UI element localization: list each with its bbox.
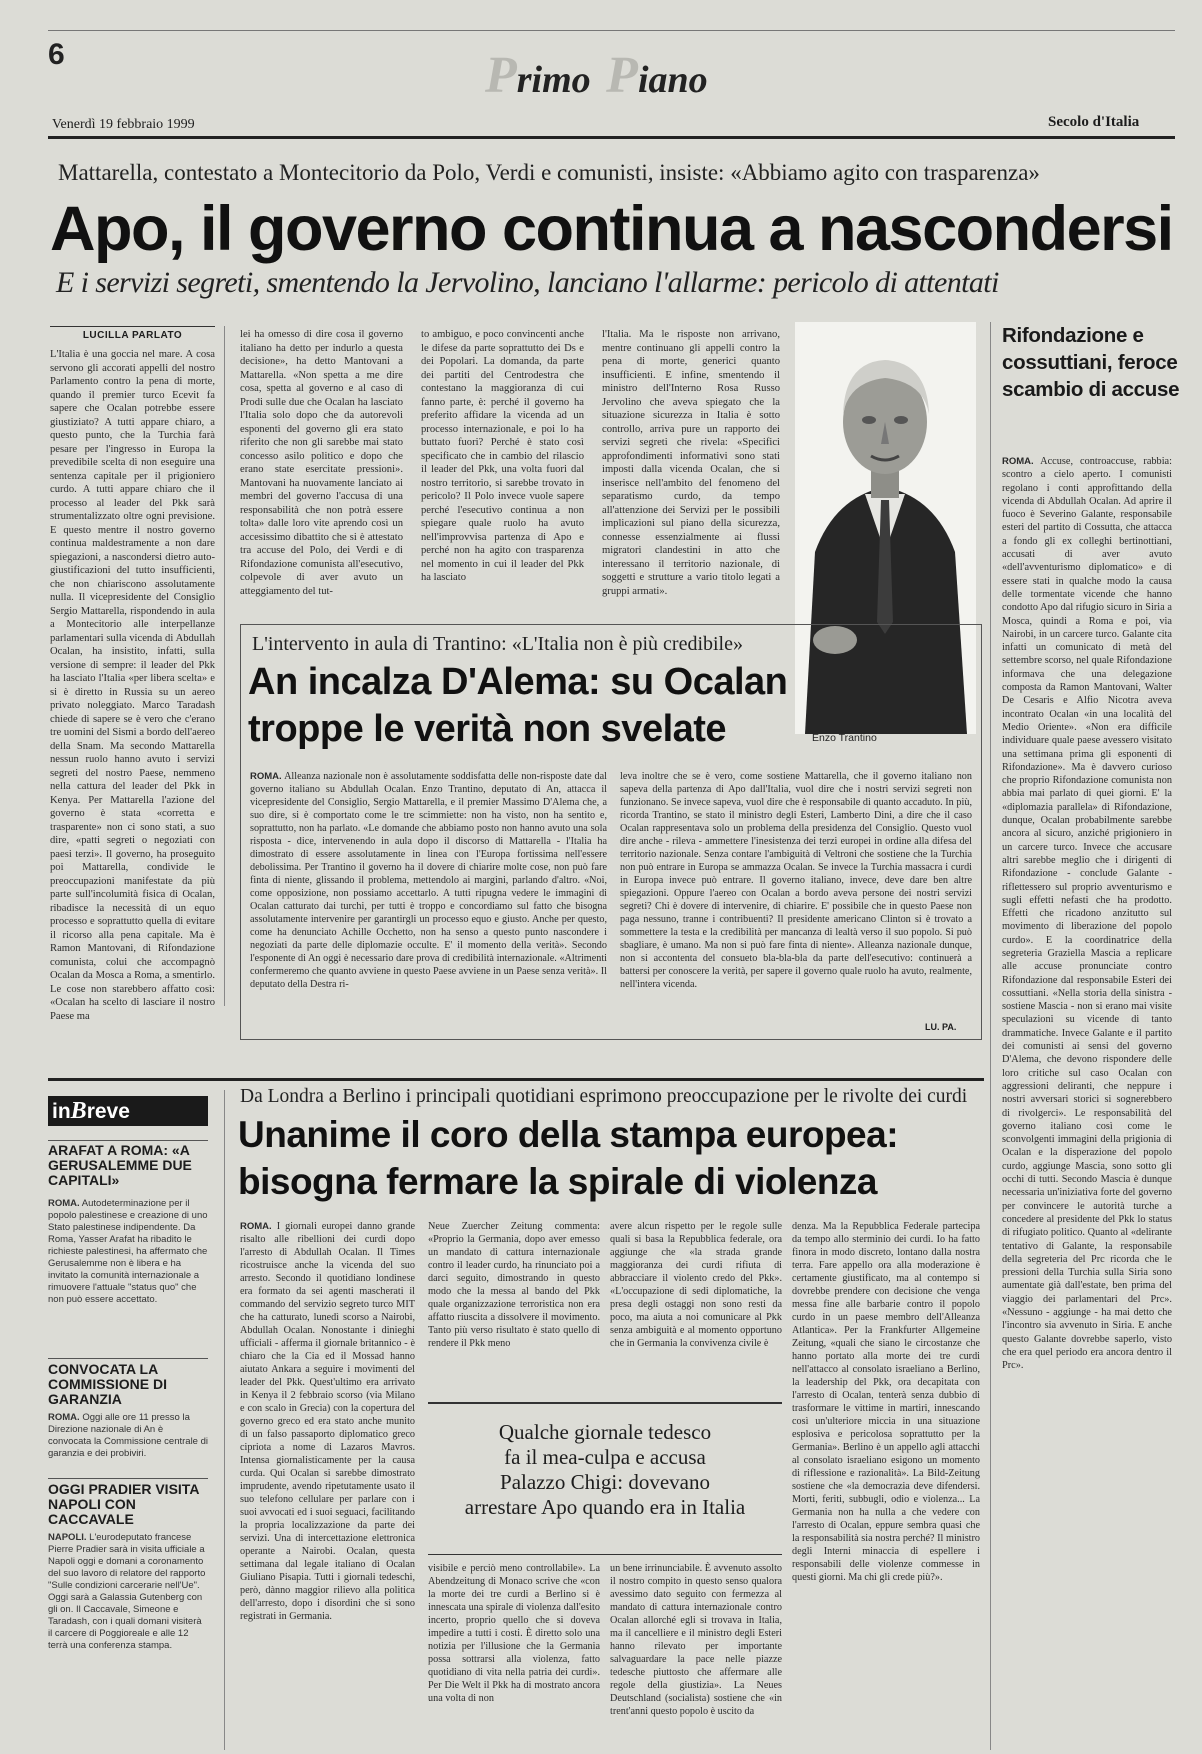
lead-kicker: Mattarella, contestato a Montecitorio da Polo, Verdi e comunisti, insiste: «Abbiamo agito con trasparenza» xyxy=(58,160,1040,185)
bottom-col1-text: I giornali europei danno grande risalto alle ribellioni dei curdi dopo l'arresto di Abdullah Ocalan. Il Times ricostruisce anche la vicenda del suo arresto. Secondo il quotidiano londinese era formato da sei agenti mascherati il commando del servizio segreto turco MIT che ha catturato, lunedì scorso a Nairobi, Abdullah Ocalan. Nonostante i dinieghi ufficiali - afferma il giornale britannico - è chiaro che la Cia ed il Mossad hanno aiutato Ankara a seguire i movimenti del leader del Pkk. Quest'ultimo era arrivato in Kenya il 2 febbraio scorso (via Milano e con scalo in Grecia) con la copertura del governo greco ed era stato anche munito di un falso passaporto diplomatico greco cipriota a nome di Lazaros Mavros. Intensa giornalisticamente per la causa curda. Qui Ocalan si sarebbe dimostrato imprudente, avendo ripetutamente usato il suo telefono cellulare per parlare con i suoi avvocati ed i suoi seguaci, facilitando la propria localizzazione da parte dei servizi. Una di intercettazione elettronica operante a Nairobi. Ocalan, questa settimana dal legale italiano di Ocalan Giuliano Pisapia. Tutti i giornali tedeschi, però, dànno maggior rilievo alla politica dell'arresto, dopo i disordini che si sono registrati in Germania. xyxy=(240,1221,415,1622)
bottom-column-2b xyxy=(428,1562,600,1750)
box-kicker: L'intervento in aula di Trantino: «L'Italia non è più credibile» xyxy=(252,633,743,655)
brief-dateline-2: ROMA. xyxy=(48,1412,80,1423)
brief-text-3 xyxy=(48,1532,208,1747)
inbreve-rest: reve xyxy=(86,1100,130,1123)
right-text: Accuse, controaccuse, rabbia: scontro a cielo aperto. I comunisti regolano i conti approfittando della vicenda di Abdullah Ocalan. Ad aprire il fuoco è Severino Galante, responsabile esteri del partito di Cossutta, che attacca a fondo gli ex colleghi bertinottiani, accusati di aver avuto «dell'avventurismo diplomatico» e di essere stati in qualche modo la causa delle tormentate vicende che hanno condotto Apo dal rifugio sicuro in Siria a Mosca, quindi a Roma e poi, via Nairobi, in un carcere turco. Galante cita infatti un comunicato di metà del settembre scorso, nel quale Rifondazione informava che una delegazione composta da Ramon Mantovani, Walter De Cesaris e Alfio Nicotra aveva incontrato Ocalan «in una località del Medio Oriente». «Non era difficile individuare quale paese avessero visitato una settimana prima gli esponenti di Rifondazione». Ma è davvero curioso che proprio Rifondazione comunista non abbia mai parlato di quei giorni. E' la «diplomazia parallela» di Rifondazione, dunque, Ocalan probabilmente sarebbe ancora al sicuro, anziché prigioniero in un carcere turco. Invece che accusare altri sarebbe meglio che i dirigenti di Rifondazione - conclude Galante - riflettessero sul proprio avventurismo e sugli effetti nefasti che ha prodotto. Effetti che ricadono anzitutto sul movimento di liberazione del popolo curdo». E la coordinatrice della segreteria Graziella Mascia a replicare alle accuse pronunciate contro Rifondazione dal responsabile Esteri dei cossuttiani. «Nella storia della sinistra - sostiene Mascia - non si erano mai visite speculazioni su vicende di tanto drammatiche. Invece Galante e il partito dei comunisti ai sensi del governo D'Alema, che devono rispondere delle loro critiche sul caso Ocalan con aggressioni deliranti, che neppure i nostri avversari storici si sognerebbero di rivolgerci». Le responsabilità del governo italiano così come le sconvolgenti immagini della prigionia di Ocalan e la disperazione del popolo curdo, aggiunge Mascia, sono sotto gli occhi di tutti. Secondo Mascia è dunque necessaria un'iniziativa forte del governo per convincere le autorità turche a concedere al presidente del Pkk lo status di rifugiato politico. Quanto al «delirante tentativo di Galante, la responsabile della segreteria del Prc ricorda che le pressioni della Turchia sulla Siria sono aumentate già dall'estate, ben prima del viaggio dei parlamentari del Prc». «Nessuno - aggiunge - ha mai detto che l'incontro sia avvenuto in Siria. E anche questo Galante dovrebbe saperlo, visto che era quel periodo era ancora dentro il Prc». xyxy=(1002,456,1172,1372)
photo-caption: Enzo Trantino xyxy=(812,732,877,744)
issue-date: Venerdì 19 febbraio 1999 xyxy=(52,117,195,132)
brief-rule-3 xyxy=(48,1478,208,1479)
section-cap-1: P xyxy=(485,47,517,104)
bottom-col2b-text: visibile e perciò meno controllabile». La Abendzeitung di Monaco scrive che «con la morte dei tre curdi a Berlino si è innescata una spirale di violenza dall'esito incerto, proprio quello che si doveva impedire a tutti i costi. È diretto solo una notizia per l'illusione che la Germania possa sottrarsi alla violenza, fatto quotidiano di vita nella patria dei curdi». Per Die Welt il Pkk ha di mostrato ancora una volta di non xyxy=(428,1563,600,1704)
inbreve-label xyxy=(48,1096,208,1126)
right-column-text xyxy=(1002,455,1172,1750)
brief-body-2: Oggi alle ore 11 presso la Direzione nazionale di An è convocata la Commissione centrale di garanzia e dei probiviri. xyxy=(48,1412,208,1459)
box-signature: LU. PA. xyxy=(925,1022,957,1032)
section-cap-2: P xyxy=(606,47,638,104)
pullquote-line-3: Palazzo Chigi: dovevano xyxy=(500,1470,710,1494)
lead-col2-text: lei ha omesso di dire cosa il governo italiano ha detto per indurlo a questa decisione», ha detto Mantovani a Mattarella. «Non spetta a me dire cosa, spetta al governo e al caso di Prodi sulle due che Ocalan ha lasciato l'Italia solo dopo che da autorevoli esponenti del governo gli era stato riferito che non gli sarebbe mai stato concesso asilo politico e dopo che erano state esercitate pressioni». Mantovani ha nuovamente lanciato ai membri del governo l'accusa di una responsabilità che non potrà essere tolta» dalle loro vite aprendo così un accesissimo dibattito che si è attestato tra accuse del Polo, dei Verdi e di Rifondazione comunista all'esecutivo, colpevole di aver avuto un atteggiamento del tut- xyxy=(240,329,403,597)
bottom-column-4 xyxy=(792,1220,980,1750)
bottom-dateline: ROMA. xyxy=(240,1221,272,1232)
box-col1-text: Alleanza nazionale non è assolutamente soddisfatta delle non-risposte date dal governo italiano su Abdullah Ocalan. Enzo Trantino, deputato di An, attacca il vicepresidente del Consiglio, Sergio Mattarella, e il premier Massimo D'Alema che, a suo dire, si è comportato come le tre scimmiette: non ha visto, non ha sentito e, soprattutto, non ha parlato. «Le domande che abbiamo posto non hanno avuto una sola risposta - dice, intervenendo in aula dopo il discorso di Mattarella - l'Italia ha dimostrato di essere assolutamente in linea con l'Europa fortissima nell'essere debolissima. Per Trantino il governo ha il dovere di chiarire molte cose, non può fare finta di niente, glissando il problema, mettendolo ai margini, parlando d'altro. «Noi, come opposizione, non possiamo accettarlo. A tutti ripugna vedere le immagini di Ocalan catturato dai turchi, per tutti è troppo e concordiamo sul fatto che bisogna assolutamente intervenire per garantirgli un processo equo e giusto. Anche per questo, come ha denunciato Achille Occhetto, non ha senso a questo punto nascondere i negoziati da parte delle diplomazie occulte. E' il momento della verità». Secondo l'esponente di An oggi è necessario dare prova di credibilità internazionale. «Altrimenti confermeremo che quanto avviene in questo Paese avviene in un Paese senza verità». Il deputato della Destra ri- xyxy=(250,771,607,990)
inbreve-cap: B xyxy=(70,1098,87,1124)
bottom-col4-text: denza. Ma la Repubblica Federale partecipa da tempo allo sterminio dei curdi. Io ha fatto finora in modo discreto, lontano dalla nostra terra. Fare appello ora alla moderazione è certamente giustificato, ma al contempo si dovrebbe prendere con decisione che venga messa fine alle barbarie contro il popolo curdo in un paese membro dell'Alleanza Atlantica». Per la Frankfurter Allgemeine Zeitung, «quali che siano le circostanze che hanno portato alla morte dei tre curdi nell'attacco al consolato israeliano a Berlino, la leadership del Pkk, ora decapitata con l'arresto di Ocalan, tenterà senza dubbio di trasformare le vittime in martiri, innescando così un'ulteriore miccia in una situazione esplosiva e pericolosa soprattutto per la Germania». Berlino è un appello agli attacchi al consolato israeliano esigono un momento di riflessione e razionalità». La Bild-Zeitung sostiene che «la democrazia deve difendersi. Morti, feriti, subbugli, odio e violenza... La Germania non ha nulla a che vedere con l'arresto di Ocalan, eppure sembra quasi che la responsabilità sia nostra perché? Il ministro degli Interni minaccia di espellere i responsabili delle violenze commesse in questi giorni. Ma chi gli crede più?». xyxy=(792,1221,980,1583)
right-headline: Rifondazione e cossuttiani, feroce scambio di accuse xyxy=(1002,324,1180,401)
lead-col3-text: to ambiguo, e poco convincenti anche le difese da parte soprattutto dei Ds e dei Popolari. La domanda, da parte dei partiti del Centrodestra che contestano la maggioranza di cui fanno parte, è: perché il governo ha preferito affidare la vicenda ad un processo internazionale, e poi lo ha buttato fuori? Perché è stato così specificato che in cambio del rilascio il leader del Pkk, una volta fuori dal nostro territorio, si sarebbe trovato in pericolo? Il Polo invece vuole sapere perché l'esecutivo continua a non spiegare quale ruolo ha avuto nell'improvvisa partenza di Apo e perché non ha agito con trasparenza nel momento in cui il leader del Pkk ha lasciato xyxy=(421,329,584,583)
bottom-column-1 xyxy=(240,1220,415,1750)
brief-rule-1 xyxy=(48,1140,208,1141)
inbreve-divider xyxy=(224,1090,225,1750)
byline-rule xyxy=(50,326,215,327)
column-divider xyxy=(224,326,225,1006)
bottom-headline-line1: Unanime il coro della stampa europea: xyxy=(238,1114,899,1155)
bottom-column-3 xyxy=(610,1220,782,1405)
right-dateline: ROMA. xyxy=(1002,456,1034,467)
lead-col4-text: l'Italia. Ma le risposte non arrivano, mentre continuano gli appelli contro la pena di morte, generici quanto insufficienti. E infine, smentendo il ministro dell'Interno Rosa Russo Jervolino che aveva spiegato che la situazione sicurezza in Italia è sotto controllo, arriva pure un rapporto dei servizi segreti che rivela: «Specifici approfondimenti informativi sono stati imposti dalla vicenda Ocalan, che si inserisce nell'ambito del fenomeno del separatismo curdo, da tempo all'attenzione dei Servizi per le possibili implicazioni sul piano della sicurezza, connesse essenzialmente ai flussi migratori clandestini in atto che interessano il territorio nazionale, di soggetti e strutture a vario titolo legati a gruppi armati». xyxy=(602,329,780,597)
bottom-kicker: Da Londra a Berlino i principali quotidiani esprimono preoccupazione per le rivolte dei curdi xyxy=(240,1086,968,1107)
section-title xyxy=(485,46,708,105)
bottom-col3-text: avere alcun rispetto per le regole sulle quali si basa la Repubblica federale, ora aggiunge che «la strada grande maggioranza dei curdi rifiuta di abbracciare il violento credo del Pkk». «L'occupazione di sedi diplomatiche, la presa degli ostaggi non sono resti da poco, ma aiuta a noi comunicare al Pkk senza ambiguità e al momento opportuno che in Germania la convivenza civile è xyxy=(610,1221,782,1349)
publication-name: Secolo d'Italia xyxy=(1048,114,1140,130)
page-number: 6 xyxy=(48,38,65,71)
box-headline-line2: troppe le verità non svelate xyxy=(248,708,727,750)
byline: LUCILLA PARLATO xyxy=(82,330,183,341)
brief-text-1 xyxy=(48,1198,208,1348)
bottom-headline-line2: bisogna fermare la spirale di violenza xyxy=(238,1161,878,1202)
bottom-col2-text: Neue Zuercher Zeitung commenta: «Proprio la Germania, dopo aver emesso un mandato di cattura internazionale contro il leader curdo, ha rinunciato poi a darci seguito, dimostrando in questo modo che la messa al bando del Pkk quale organizzazione terroristica non era affatto riuscita a dissolvere il movimento. Tanto più verso risultato è stato quello di rendere il Pkk meno xyxy=(428,1221,600,1349)
bottom-column-2 xyxy=(428,1220,600,1405)
lead-column-2 xyxy=(240,328,403,614)
bottom-col3b-text: un bene irrinunciabile. È avvenuto assolto il nostro compito in questo senso qualora avessimo dato seguito con fermezza al mandato di cattura internazionale contro Ocalan allorché egli si trovava in Italia, ma il cancelliere e il ministro degli Esteri hanno rilevato per importante salvaguardare la pace nelle piazze tedesche piuttosto che affermare alle regole della giustizia». La Neues Deutschland (socialista) sostiene che «in trent'anni questo popolo è uscito da xyxy=(610,1563,782,1717)
box-headline-line1: An incalza D'Alema: su Ocalan xyxy=(248,661,788,703)
brief-title-3: OGGI PRADIER VISITA NAPOLI CON CACCAVALE xyxy=(48,1481,199,1527)
brief-dateline-1: ROMA. xyxy=(48,1198,80,1209)
pullquote-box xyxy=(428,1402,782,1555)
brief-title-2: CONVOCATA LA COMMISSIONE DI GARANZIA xyxy=(48,1361,168,1407)
right-column-divider xyxy=(990,322,991,1750)
lead-subhead: E i servizi segreti, smentendo la Jervolino, lanciano l'allarme: pericolo di attentati xyxy=(56,266,999,299)
pullquote-line-2: fa il mea-culpa e accusa xyxy=(504,1445,706,1469)
pullquote-line-1: Qualche giornale tedesco xyxy=(498,1420,712,1444)
box-column-2 xyxy=(620,770,972,1018)
brief-body-1: Autodeterminazione per il popolo palestinese e creazione di uno Stato palestinese indipendente. Da Roma, Yasser Arafat ha ribadito le richieste palestinesi, ha affermato che Gerusalemme non è libera e ha invitato la comunità internazionale a rimuovere l'attuale "status quo" che non può essere accettato. xyxy=(48,1198,208,1305)
lower-section-rule xyxy=(48,1078,984,1081)
brief-text-2 xyxy=(48,1412,208,1472)
section-word-1: rimo xyxy=(516,59,591,101)
brief-dateline-3: NAPOLI. xyxy=(48,1532,87,1543)
inbreve-prefix: in xyxy=(52,1100,71,1123)
lead-col1-text: L'Italia è una goccia nel mare. A cosa servono gli accorati appelli del nostro Parlamento contro la pena di morte, quando il premier turco Ecevit fa sapere che Ocalan potrebbe essere giustiziato? A tutti appare chiaro, a questo punto, che la Turchia farà pesare per l'ingresso in Europa la prevedibile scelta di non eseguire una sentenza capitale per il prigioniero curdo. A tutti appare chiaro che il processo al leader del Pkk sarà strumentalizzato oltre ogni previsione. E questo mentre il nostro governo continua maldestramente a non dare spiegazioni, a nascondersi dietro auto-giustificazioni del tutto insufficienti, che non chiariscono assolutamente nulla. Il vicepresidente del Consiglio Sergio Mattarella, rispondendo in aula a Montecitorio alle interpellanze parlamentari sulla vicenda di Abdullah Ocalan, ha insistito, infatti, sulla versione di sempre: il leader del Pkk ha lasciato l'Italia «per libera scelta» e si è diretto in Russia su un aereo privato noleggiato. Marco Taradash chiede di sapere se è vero che c'erano tre uomini del Sismi a bordo dell'aereo della Snam. Ma secondo Mattarella nessun ruolo hanno avuto i servizi segreti del nostro Paese, nemmeno nella cattura del leader del Pkk in Kenya. Per Mattarella l'azione del governo è stata «corretta e trasparente» non ci sono stati, a suo dire, «patti segreti o negoziati con paesi terzi». Il governo, ha proseguito poi Mattarella, condivide le preoccupazioni manifestate da più parte sull'incolumità fisica di Ocalan, ribadisce la necessità di un equo processo e soprattutto quella di evitare il ricorso alla pena capitale. Ma è Ramon Mantovani, di Rifondazione comunista, colui che accompagnò Ocalan da Mosca a Roma, a smentirlo. Le cose non starebbero affatto così: «Ocalan ha scelto di lasciare il nostro Paese ma xyxy=(50,349,215,1022)
box-column-1 xyxy=(250,770,607,1032)
box-col2-text: leva inoltre che se è vero, come sostiene Mattarella, che il governo italiano non sapeva della partenza di Apo dall'Italia, vuol dire che i nostri servizi segreti non funzionano. Se invece sapeva, vuol dire che è responsabile di quanto accaduto. In più, ricorda Trantino, se stato il ministro degli Esteri, Lamberto Dini, a dire che il caso Ocalan rappresentava solo un problema della presidenza del Consiglio. Questo vuol dire anche - rileva - ammettere l'inesistenza dei terzi europei in ordine alla difesa del territorio nazionale. Senza contare l'ambiguità di Veltroni che sostiene che la Turchia non può entrare in Europa se ammazza Ocalan. Se invece la Turchia massacra i curdi in Europa invece può entrare. Il governo italiano, invece, deve dare ben altre spiegazioni. Oppure l'aereo con Ocalan a bordo aveva persone dei nostri servizi segreti? Chi è dovere di intervenire, di chiarire. E' possibile che in questo Paese non paga nessuno, tranne i contribuenti? Il presidente americano Clinton si è trovato a sommettere la testa e la credibilità per mancanza di lealtà verso il suo popolo. Si può sbagliare, è umano. Ma non si può fare finta di niente». Alleanza nazionale dunque, non si accontenta del consueto bla-bla-bla da parte dell'esecutivo: continuerà a battersi per conoscere la verità, per sapere il governo quale ruolo ha avuto, realmente, nell'intera vicenda. xyxy=(620,771,972,990)
brief-title-1: ARAFAT A ROMA: «A GERUSALEMME DUE CAPITALI» xyxy=(48,1142,192,1188)
box-dateline: ROMA. xyxy=(250,771,282,782)
section-word-2: iano xyxy=(637,59,708,101)
lead-column-3 xyxy=(421,328,584,614)
bottom-column-3b xyxy=(610,1562,782,1750)
top-thin-rule xyxy=(48,30,1175,31)
lead-headline: Apo, il governo continua a nascondersi xyxy=(50,194,1173,264)
lead-column-1 xyxy=(50,348,215,1022)
pullquote-line-4: arrestare Apo quando era in Italia xyxy=(464,1495,746,1519)
brief-rule-2 xyxy=(48,1358,208,1359)
masthead-rule xyxy=(48,136,1175,139)
brief-body-3: L'eurodeputato francese Pierre Pradier sarà in visita ufficiale a Napoli oggi e domani a coronamento del suo lavoro di relatore del rapporto "Sulle condizioni carcerarie nell'Ue". Oggi sarà a Galassia Gutenberg con gli on. Il Caccavale, Simeone e Taradash, con i quali domani visiterà il carcere di Poggioreale e alle 12 terrà una conferenza stampa. xyxy=(48,1532,206,1651)
lead-column-4 xyxy=(602,328,780,614)
